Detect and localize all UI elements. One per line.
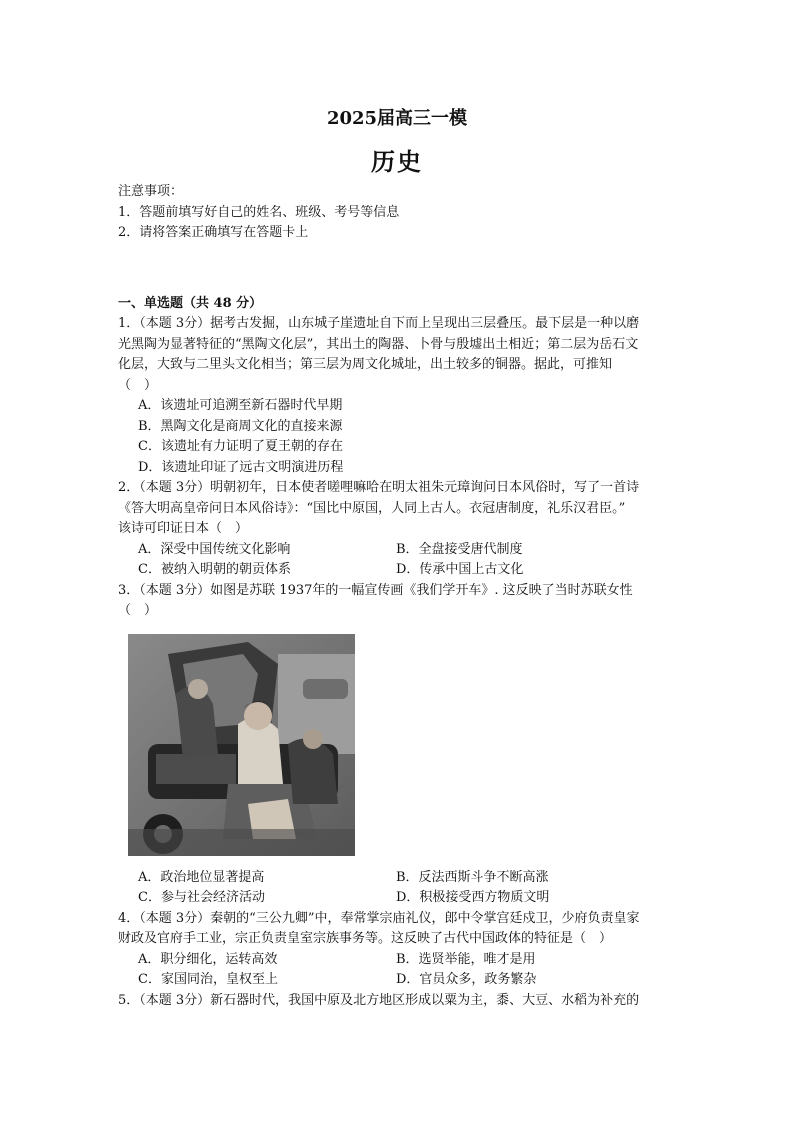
question-stem-line: 《答大明高皇帝问日本风俗诗》：“国比中原国，人同上古人。衣冠唐制度，礼乐汉君臣。”	[118, 500, 626, 516]
option-b: B．全盘接受唐代制度	[396, 541, 523, 557]
question-stem-line: 4．（本题 3分）秦朝的“三公九卿”中，奉常掌宗庙礼仪，郎中令掌宫廷戍卫，少府负责皇家	[118, 910, 640, 926]
option-c: C．参与社会经济活动	[138, 890, 265, 905]
option-row	[118, 970, 688, 991]
question-2	[118, 478, 688, 581]
note-item: 2．请将答案正确填写在答题卡上	[118, 225, 309, 240]
option-a: A．政治地位显著提高	[138, 869, 265, 885]
question-4	[118, 909, 688, 991]
option-d: D．积极接受西方物质文明	[396, 890, 550, 905]
question-stem-line: 光黑陶为显著特征的“黑陶文化层”，其出土的陶器、卜骨与殷墟出土相近；第二层为岳石文	[118, 336, 639, 352]
option-a: A．职分细化，运转高效	[138, 951, 278, 967]
question-stem-line: 该诗可印证日本（ ）	[118, 521, 249, 536]
option-d: D．该遗址印证了远古文明演进历程	[138, 459, 344, 475]
option-d: D．传承中国上古文化	[396, 562, 524, 577]
note-item: 1．答题前填写好自己的姓名、班级、考号等信息	[118, 204, 400, 220]
subject-title: 历史	[371, 147, 423, 176]
option-a: A．深受中国传统文化影响	[138, 541, 291, 557]
question-stem-line: 财政及官府手工业，宗正负责皇室宗族事务等。这反映了古代中国政体的特征是（ ）	[118, 931, 613, 946]
option-c: C．该遗址有力证明了夏王朝的存在	[138, 439, 343, 454]
option-row	[118, 868, 688, 889]
option-row	[118, 950, 688, 971]
option-a: A．该遗址可追溯至新石器时代早期	[138, 398, 343, 413]
propaganda-poster-image	[128, 634, 355, 856]
notes-heading: 注意事项：	[118, 184, 184, 199]
question-1	[118, 314, 688, 478]
question-stem-line: 5．（本题 3分）新石器时代，我国中原及北方地区形成以粟为主，黍、大豆、水稻为补充的	[118, 992, 640, 1008]
question-stem-line: 1．（本题 3分）据考古发掘，山东城子崖遗址自下而上呈现出三层叠压。最下层是一种以磨	[118, 316, 640, 331]
option-b: B．黑陶文化是商周文化的直接来源	[138, 418, 343, 434]
section-heading: 一、单选题（共 48 分）	[118, 295, 263, 311]
exam-body	[118, 182, 688, 1011]
exam-title: 2025届高三一模	[326, 108, 468, 129]
option-c: C．家国同治，皇权至上	[138, 972, 278, 987]
option-b: B．反法西斯斗争不断高涨	[396, 869, 549, 885]
answer-blank: （ ）	[118, 377, 158, 393]
question-3	[118, 581, 688, 909]
option-d: D．官员众多，政务繁杂	[396, 972, 537, 987]
option-b: B．选贤举能，唯才是用	[396, 951, 536, 967]
question-stem-line: 2．（本题 3分）明朝初年，日本使者嗟哩嘛哈在明太祖朱元璋询问日本风俗时，写了一首诗	[118, 480, 640, 495]
option-row	[118, 540, 688, 561]
question-stem-line: 3．（本题 3分）如图是苏联 1937年的一幅宣传画《我们学开车》. 这反映了当时苏联女性	[118, 582, 633, 598]
question-stem-line: 化层，大致与二里头文化相当；第三层为周文化城址，出土较多的铜器。据此，可推知	[118, 357, 613, 372]
answer-blank: （ ）	[118, 603, 158, 618]
option-row	[118, 560, 688, 581]
option-c: C．被纳入明朝的朝贡体系	[138, 562, 291, 577]
option-row	[118, 888, 688, 909]
question-5	[118, 991, 688, 1012]
